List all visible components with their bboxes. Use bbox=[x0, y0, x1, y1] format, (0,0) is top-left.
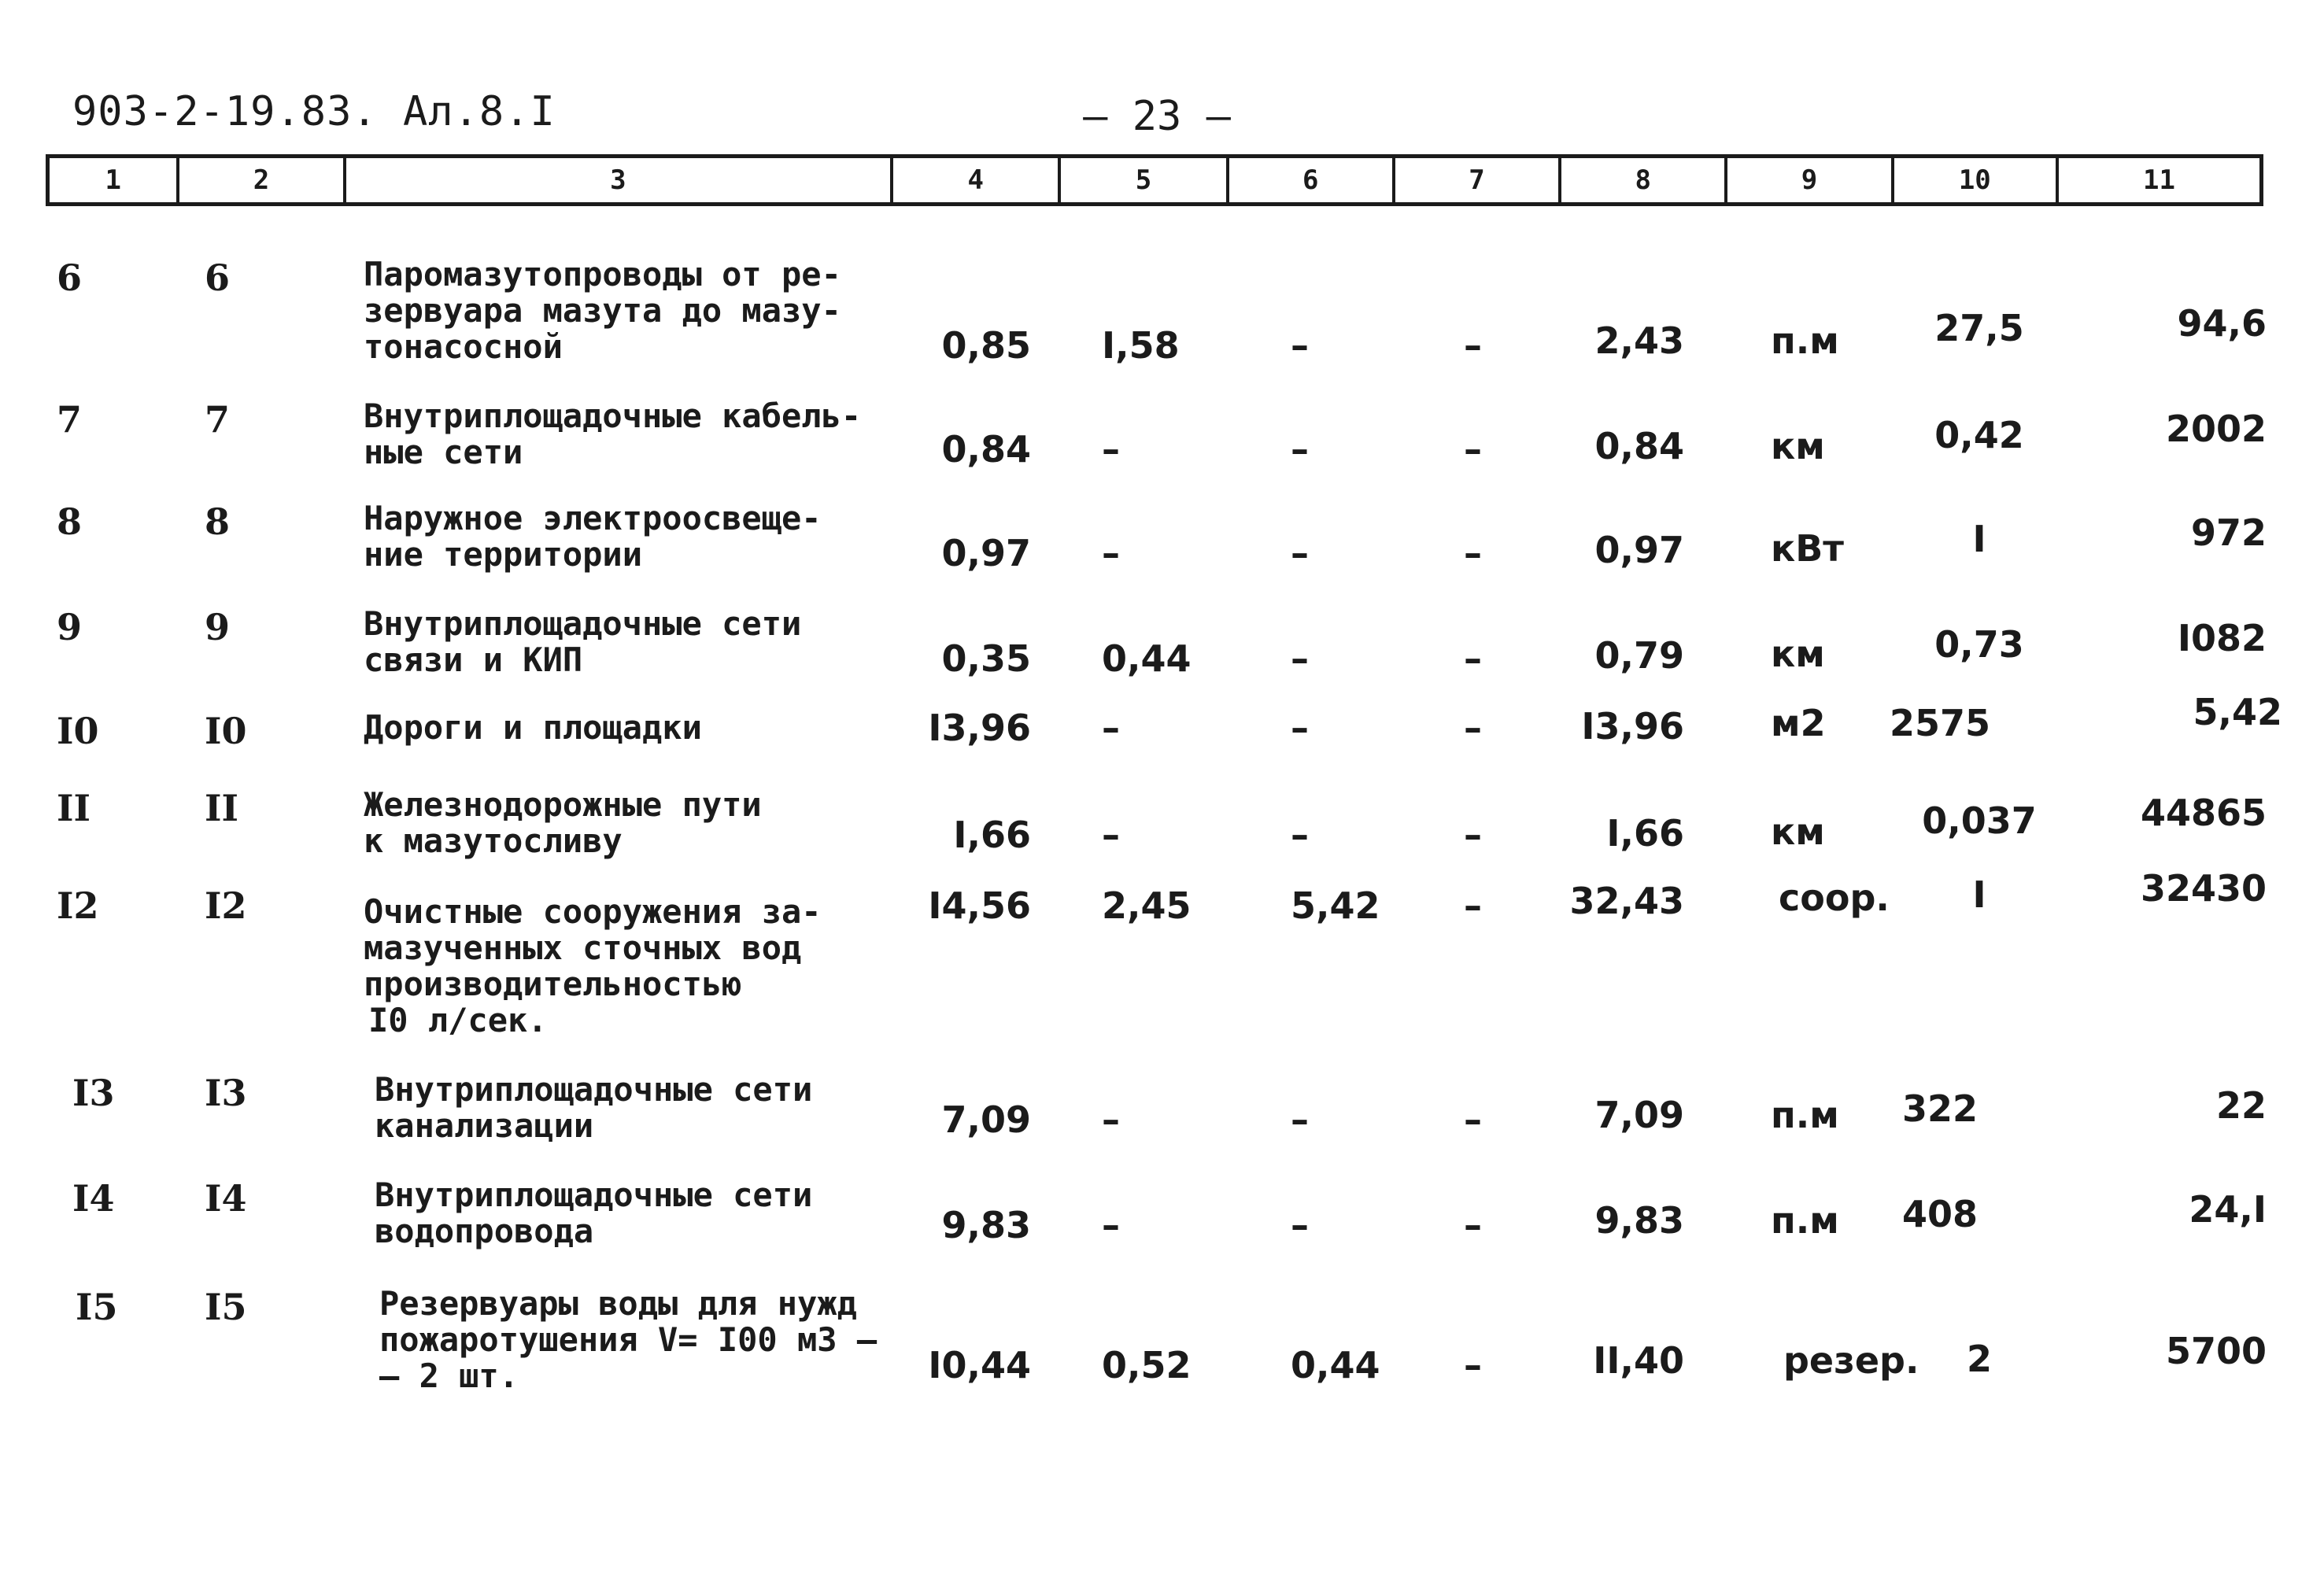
cell-quantity: 322 bbox=[1901, 1087, 1979, 1130]
cell-cost: 32430 bbox=[2140, 867, 2267, 910]
cell-col8: II,40 bbox=[1593, 1339, 1684, 1382]
row-number: I5 bbox=[76, 1286, 118, 1328]
row-name-line: зервуара мазута до мазу- bbox=[364, 291, 841, 330]
cell-unit: соор. bbox=[1779, 877, 1890, 919]
row-name-line: Резервуары воды для нужд bbox=[379, 1284, 857, 1323]
row-name-line: Наружное электроосвеще- bbox=[364, 499, 822, 537]
row-number: 8 bbox=[57, 500, 83, 543]
row-number: 6 bbox=[57, 257, 83, 299]
row-name-line: Внутриплощадочные кабель- bbox=[364, 397, 862, 435]
row-number: I2 bbox=[57, 884, 99, 927]
cell-col7: – bbox=[1464, 1344, 1482, 1386]
row-name bbox=[364, 606, 930, 678]
cell-col5: – bbox=[1102, 814, 1120, 856]
cell-col6: – bbox=[1291, 814, 1309, 856]
header-cell-3: 3 bbox=[346, 158, 894, 202]
cell-col7: – bbox=[1464, 884, 1482, 927]
row-index: I3 bbox=[205, 1072, 247, 1114]
cell-col4: 0,84 bbox=[941, 428, 1031, 471]
cell-quantity: I bbox=[1972, 873, 1986, 916]
cell-quantity: 0,42 bbox=[1934, 414, 2024, 456]
header-cell-7: 7 bbox=[1395, 158, 1561, 202]
row-number: I0 bbox=[57, 710, 99, 752]
row-index: I4 bbox=[205, 1177, 247, 1220]
cell-col8: 9,83 bbox=[1594, 1199, 1684, 1242]
header-cell-10: 10 bbox=[1894, 158, 2059, 202]
header-cell-6: 6 bbox=[1229, 158, 1395, 202]
row-index: 8 bbox=[205, 500, 231, 543]
cell-quantity: 2 bbox=[1966, 1338, 1992, 1380]
row-number: 7 bbox=[57, 398, 83, 441]
row-name-line: I0 л/сек. bbox=[368, 1001, 548, 1039]
row-name-line: Железнодорожные пути bbox=[364, 785, 762, 824]
header-cell-9: 9 bbox=[1727, 158, 1894, 202]
cell-col5: – bbox=[1102, 532, 1120, 574]
row-number: I3 bbox=[72, 1072, 115, 1114]
row-name-line: мазученных сточных вод bbox=[364, 928, 802, 967]
row-name bbox=[364, 257, 930, 365]
cell-cost: 2002 bbox=[2165, 408, 2267, 450]
cell-quantity: 0,037 bbox=[1922, 799, 2037, 842]
cell-col5: – bbox=[1102, 1204, 1120, 1246]
row-name-line: водопровода bbox=[375, 1212, 594, 1250]
cell-col4: I0,44 bbox=[928, 1344, 1031, 1386]
row-index: 9 bbox=[205, 606, 231, 648]
cell-unit: км bbox=[1771, 425, 1825, 467]
cell-col7: – bbox=[1464, 707, 1482, 749]
row-name bbox=[379, 1286, 946, 1394]
row-name-line: Внутриплощадочные сети bbox=[375, 1176, 813, 1214]
cell-col4: I,66 bbox=[953, 814, 1031, 856]
cell-col8: I3,96 bbox=[1581, 705, 1684, 748]
row-name-line: канализации bbox=[375, 1106, 594, 1145]
row-index: I0 bbox=[205, 710, 247, 752]
cell-quantity: 27,5 bbox=[1934, 307, 2024, 349]
header-cell-11: 11 bbox=[2143, 164, 2175, 196]
row-name bbox=[364, 894, 930, 1039]
cell-cost: 22 bbox=[2215, 1084, 2267, 1127]
header-cell-2: 2 bbox=[179, 158, 345, 202]
cell-col5: – bbox=[1102, 707, 1120, 749]
cell-unit: п.м bbox=[1771, 1199, 1839, 1242]
cell-col5: 0,44 bbox=[1102, 637, 1192, 680]
page-number: — 23 — bbox=[1083, 93, 1231, 140]
cell-col6: – bbox=[1291, 532, 1309, 574]
row-name-line: к мазутосливу bbox=[364, 821, 623, 860]
cell-cost: I082 bbox=[2177, 617, 2267, 659]
cell-col8: 32,43 bbox=[1569, 880, 1684, 922]
row-name bbox=[364, 500, 930, 573]
cell-col4: 9,83 bbox=[941, 1204, 1031, 1246]
row-name-line: Внутриплощадочные сети bbox=[375, 1070, 813, 1109]
cell-col4: 0,97 bbox=[941, 532, 1031, 574]
cell-col5: 2,45 bbox=[1102, 884, 1192, 927]
cell-col7: – bbox=[1464, 1098, 1482, 1141]
cell-col6: 5,42 bbox=[1291, 884, 1380, 927]
cell-col5: – bbox=[1102, 428, 1120, 471]
cell-col6: 0,44 bbox=[1291, 1344, 1380, 1386]
cell-col7: – bbox=[1464, 324, 1482, 367]
cell-quantity: 0,73 bbox=[1934, 623, 2024, 666]
cell-col8: 2,43 bbox=[1594, 319, 1684, 362]
cell-col4: 0,85 bbox=[941, 324, 1031, 367]
header-cell-4: 4 bbox=[893, 158, 1061, 202]
cell-unit: кВт bbox=[1771, 527, 1844, 570]
row-number: II bbox=[57, 787, 91, 829]
cell-col7: – bbox=[1464, 637, 1482, 680]
cell-unit: м2 bbox=[1771, 702, 1826, 744]
cell-col4: 7,09 bbox=[941, 1098, 1031, 1141]
doc-code: 903-2-19.83. Ал.8.I bbox=[72, 88, 556, 135]
row-name-line: Внутриплощадочные сети bbox=[364, 604, 802, 643]
row-name bbox=[364, 710, 930, 746]
cell-col5: 0,52 bbox=[1102, 1344, 1192, 1386]
row-name-line: Очистные сооружения за- bbox=[364, 892, 822, 931]
cell-unit: резер. bbox=[1783, 1339, 1919, 1382]
row-number: 9 bbox=[57, 606, 83, 648]
row-index: I5 bbox=[205, 1286, 247, 1328]
cell-cost: 5,42 bbox=[2193, 691, 2282, 733]
cell-col8: 0,97 bbox=[1594, 529, 1684, 571]
cell-cost: 5700 bbox=[2165, 1330, 2267, 1372]
row-name-line: ние территории bbox=[364, 535, 643, 574]
row-name-line: производительностью bbox=[364, 965, 742, 1003]
cell-col6: – bbox=[1291, 637, 1309, 680]
header-cell-8: 8 bbox=[1561, 158, 1727, 202]
cell-quantity: I bbox=[1972, 518, 1986, 560]
cell-cost: 24,I bbox=[2189, 1188, 2267, 1231]
cell-col4: 0,35 bbox=[941, 637, 1031, 680]
cell-cost: 972 bbox=[2190, 511, 2267, 554]
cell-col4: I4,56 bbox=[928, 884, 1031, 927]
cell-unit: п.м bbox=[1771, 319, 1839, 362]
cell-col7: – bbox=[1464, 428, 1482, 471]
row-name-line: пожаротушения V= I00 м3 – bbox=[379, 1320, 878, 1359]
cell-col8: 7,09 bbox=[1594, 1094, 1684, 1136]
cell-col8: 0,84 bbox=[1594, 425, 1684, 467]
cell-col4: I3,96 bbox=[928, 707, 1031, 749]
cell-unit: п.м bbox=[1771, 1094, 1839, 1136]
row-name-line: – 2 шт. bbox=[379, 1357, 519, 1395]
row-name-line: Дороги и площадки bbox=[364, 708, 702, 747]
row-number: I4 bbox=[72, 1177, 115, 1220]
row-name bbox=[364, 787, 930, 859]
cell-col7: – bbox=[1464, 1204, 1482, 1246]
row-name-line: связи и КИП bbox=[364, 640, 583, 679]
row-index: I2 bbox=[205, 884, 247, 927]
cell-col8: 0,79 bbox=[1594, 634, 1684, 677]
cell-col6: – bbox=[1291, 707, 1309, 749]
cell-col7: – bbox=[1464, 532, 1482, 574]
row-index: 7 bbox=[205, 398, 231, 441]
cell-col7: – bbox=[1464, 814, 1482, 856]
cell-unit: км bbox=[1771, 633, 1825, 675]
cell-col6: – bbox=[1291, 324, 1309, 367]
cell-cost: 44865 bbox=[2140, 792, 2267, 834]
cell-col5: I,58 bbox=[1102, 324, 1180, 367]
row-name-line: Паромазутопроводы от ре- bbox=[364, 255, 841, 293]
cell-cost: 94,6 bbox=[2177, 302, 2267, 345]
cell-col8: I,66 bbox=[1606, 812, 1684, 855]
row-name bbox=[364, 398, 930, 471]
cell-quantity: 2575 bbox=[1889, 702, 1991, 744]
header-cell-5: 5 bbox=[1061, 158, 1229, 202]
row-index: 6 bbox=[205, 257, 231, 299]
row-index: II bbox=[205, 787, 239, 829]
row-name-line: тонасосной bbox=[364, 327, 563, 366]
cell-col6: – bbox=[1291, 428, 1309, 471]
cell-col5: – bbox=[1102, 1098, 1120, 1141]
cell-col6: – bbox=[1291, 1098, 1309, 1141]
cell-col6: – bbox=[1291, 1204, 1309, 1246]
header-cell-1: 1 bbox=[50, 158, 179, 202]
row-name bbox=[375, 1177, 941, 1250]
row-name-line: ные сети bbox=[364, 433, 523, 471]
cell-quantity: 408 bbox=[1901, 1193, 1979, 1235]
row-name bbox=[375, 1072, 941, 1144]
cell-unit: км bbox=[1771, 810, 1825, 853]
